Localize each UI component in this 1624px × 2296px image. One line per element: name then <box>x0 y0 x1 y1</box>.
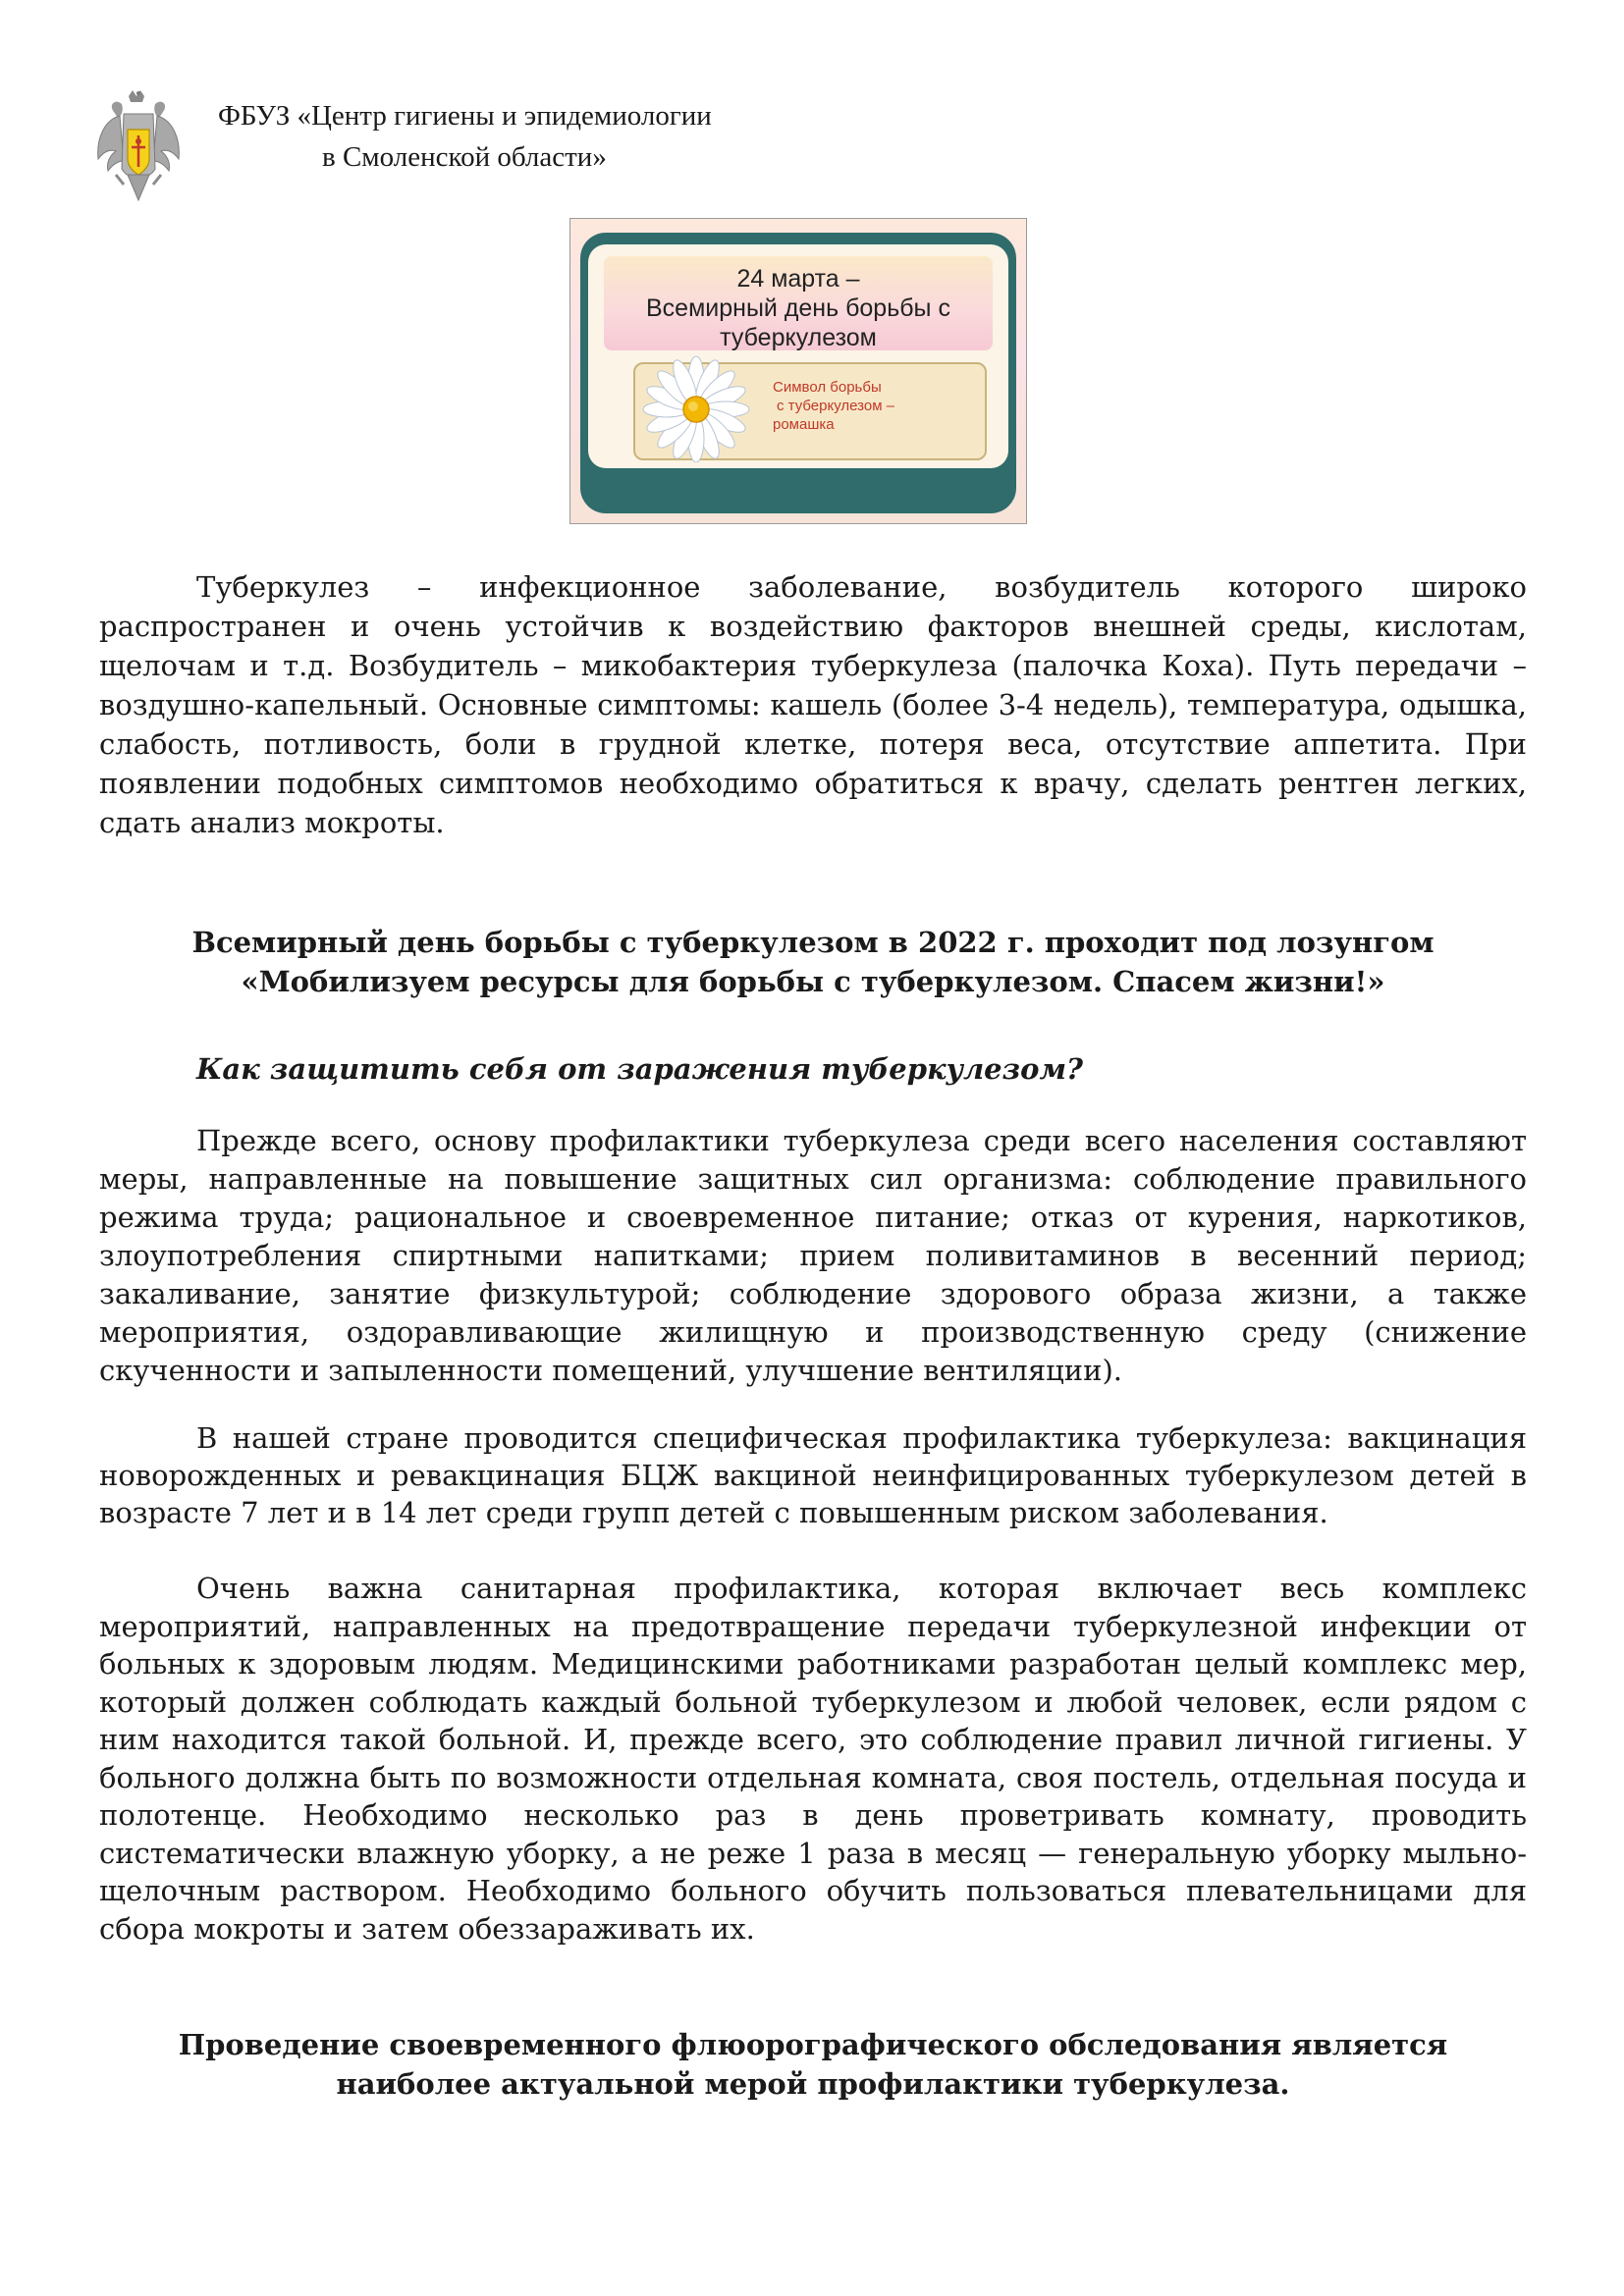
banner-title-line2: Всемирный день борьбы с <box>646 294 950 322</box>
banner-symbol-caption <box>773 378 949 434</box>
prevention-paragraph: Прежде всего, основу профилактики туберкулеза среди всего населения составляют меры, направленные на повышение защитных сил организма: соблюдение правильного режима труда; рациональное и своевременное питание; отказ от курения, наркотиков, злоупотребления спиртными напитками; прием поливитаминов в весенний период; закаливание, занятие физкультурой; соблюдение здорового образа жизни, а также мероприятия, оздоравливающие жилищную и производственную среду (снижение скученности и запыленности помещений, улучшение вентиляции). <box>99 1124 1527 1387</box>
vaccination-paragraph: В нашей стране проводится специфическая профилактика туберкулеза: вакцинация новорожденных и ревакцинация БЦЖ вакциной неинфицированных туберкулезом детей в возрасте 7 лет и в 14 лет среди групп детей с повышенным риском заболевания. <box>99 1421 1527 1529</box>
organization-name-line1: ФБУЗ «Центр гигиены и эпидемиологии <box>218 100 712 132</box>
final-statement <box>99 2025 1527 2104</box>
symbol-line1: Символ борьбы <box>773 379 882 396</box>
sanitary-paragraph: Очень важна санитарная профилактика, которая включает весь комплекс мероприятий, направленных на предотвращение передачи туберкулезной инфекции от больных к здоровым людям. Медицинскими работниками разработан целый комплекс мер, который должен соблюдать каждый больной туберкулезом и любой человек, если рядом с ним находится такой больной. И, прежде всего, это соблюдение правил личной гигиены. У больного должна быть по возможности отдельная комната, своя постель, отдельная посуда и полотенце. Необходимо несколько раз в день проветривать комнату, проводить систематически влажную уборку, а не реже 1 раза в месяц — генеральную уборку мыльно-щелочным раствором. Необходимо больного обучить пользоваться плевательницами для сбора мокроты и затем обеззараживать их. <box>99 1572 1527 1946</box>
daisy-flower-icon <box>635 354 763 462</box>
symbol-line2: с туберкулезом – <box>777 398 895 414</box>
final-line1: Проведение своевременного флюорографического обследования является <box>178 2028 1448 2061</box>
section-question-heading: Как защитить себя от заражения туберкулезом? <box>196 1052 1084 1086</box>
double-headed-eagle-emblem-icon <box>94 90 183 208</box>
intro-paragraph: Туберкулез – инфекционное заболевание, возбудитель которого широко распространен и очень устойчив к воздействию факторов внешней среды, кислотам, щелочам и т.д. Возбудитель – микобактерия туберкулеза (палочка Коха). Путь передачи – воздушно-капельный. Основные симптомы: кашель (более 3-4 недель), температура, одышка, слабость, потливость, боли в грудной клетке, потеря веса, отсутствие аппетита. При появлении подобных симптомов необходимо обратиться к врачу, сделать рентген легких, сдать анализ мокроты. <box>99 570 1527 839</box>
slogan-heading <box>99 923 1527 1001</box>
world-tb-day-banner <box>569 218 1027 524</box>
final-line2: наиболее актуальной мерой профилактики туберкулеза. <box>336 2067 1290 2101</box>
symbol-line3: ромашка <box>773 416 835 433</box>
slogan-line2: «Мобилизуем ресурсы для борьбы с туберкулезом. Спасем жизни!» <box>241 965 1385 998</box>
banner-title-line1: 24 марта – <box>736 265 860 293</box>
banner-title <box>604 256 993 350</box>
slogan-line1: Всемирный день борьбы с туберкулезом в 2022 г. проходит под лозунгом <box>191 926 1435 959</box>
banner-title-line3: туберкулезом <box>720 324 877 351</box>
banner-symbol-box <box>633 362 987 460</box>
header <box>94 90 782 218</box>
organization-name-line2: в Смоленской области» <box>322 141 607 173</box>
